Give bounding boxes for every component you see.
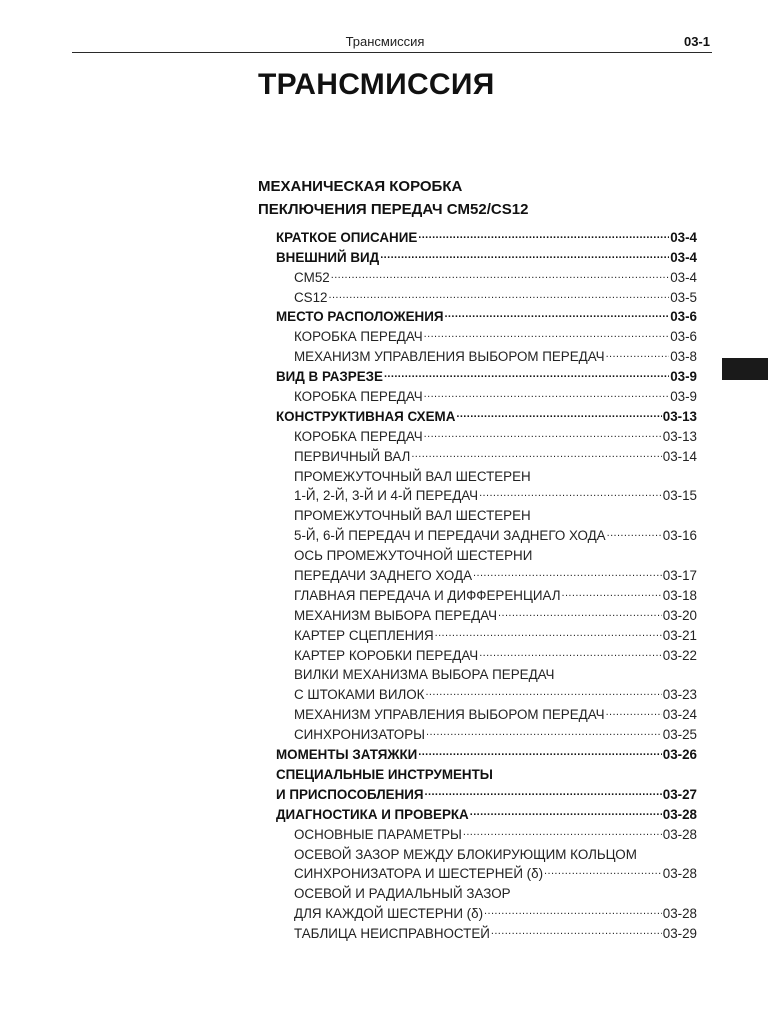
section-title	[258, 175, 528, 221]
toc-leader-dots	[425, 683, 661, 700]
toc-entry	[276, 584, 697, 604]
toc-leader-dots	[331, 266, 669, 283]
toc-entry-page: 03-25	[662, 727, 697, 743]
toc-entry-page: 03-27	[662, 786, 697, 802]
toc-entry-page: 03-28	[662, 866, 697, 882]
toc-entry-title: ТАБЛИЦА НЕИСПРАВНОСТЕЙ	[294, 926, 490, 942]
toc-entry	[276, 564, 697, 584]
toc-entry-title: ОСЕВОЙ И РАДИАЛЬНЫЙ ЗАЗОР	[294, 886, 511, 902]
toc-entry-page: 03-14	[662, 448, 697, 464]
toc-entry	[276, 325, 697, 345]
page-number: 03-1	[683, 34, 710, 49]
toc-entry-title: ГЛАВНАЯ ПЕРЕДАЧА И ДИФФЕРЕНЦИАЛ	[294, 587, 561, 603]
toc-entry	[276, 624, 697, 644]
toc-entry-page: 03-16	[662, 528, 697, 544]
toc-entry	[276, 683, 697, 703]
toc-entry	[276, 803, 697, 823]
toc-entry-title: И ПРИСПОСОБЛЕНИЯ	[276, 786, 424, 802]
toc-entry	[276, 465, 697, 485]
toc-entry-title: CM52	[294, 269, 330, 285]
toc-leader-dots	[435, 624, 662, 641]
toc-entry-title: КАРТЕР КОРОБКИ ПЕРЕДАЧ	[294, 647, 479, 663]
toc-entry	[276, 783, 697, 803]
toc-leader-dots	[411, 445, 661, 462]
toc-entry	[276, 286, 697, 306]
toc-entry-title: ОСЕВОЙ ЗАЗОР МЕЖДУ БЛОКИРУЮЩИМ КОЛЬЦОМ	[294, 846, 637, 862]
toc-entry-title: 1-Й, 2-Й, 3-Й И 4-Й ПЕРЕДАЧ	[294, 488, 479, 504]
toc-entry-page: 03-24	[662, 707, 697, 723]
table-of-contents	[276, 226, 697, 942]
toc-entry-title: СИНХРОНИЗАТОРЫ	[294, 727, 425, 743]
toc-entry-title: 5-Й, 6-Й ПЕРЕДАЧ И ПЕРЕДАЧИ ЗАДНЕГО ХОДА	[294, 528, 606, 544]
toc-entry	[276, 246, 697, 266]
toc-leader-dots	[424, 385, 670, 402]
toc-entry-title: МЕХАНИЗМ УПРАВЛЕНИЯ ВЫБОРОМ ПЕРЕДАЧ	[294, 349, 605, 365]
toc-leader-dots	[607, 524, 662, 541]
toc-entry-title: ВНЕШНИЙ ВИД	[276, 249, 380, 265]
toc-entry	[276, 863, 697, 883]
toc-entry-title: СИНХРОНИЗАТОРА И ШЕСТЕРНЕЙ (δ)	[294, 866, 544, 882]
toc-leader-dots	[473, 564, 662, 581]
toc-leader-dots	[498, 604, 662, 621]
toc-entry-title: КОНСТРУКТИВНАЯ СХЕМА	[276, 408, 456, 424]
toc-leader-dots	[424, 325, 670, 342]
toc-leader-dots	[491, 922, 662, 939]
toc-entry	[276, 644, 697, 664]
toc-entry-page: 03-6	[670, 309, 697, 325]
toc-leader-dots	[463, 823, 662, 840]
toc-entry-title: ДЛЯ КАЖДОЙ ШЕСТЕРНИ (δ)	[294, 906, 484, 922]
chapter-thumb-tab	[722, 358, 768, 380]
toc-entry	[276, 882, 697, 902]
chapter-title: ТРАНСМИССИЯ	[258, 68, 495, 101]
toc-leader-dots	[456, 405, 661, 422]
toc-leader-dots	[606, 703, 662, 720]
toc-leader-dots	[426, 723, 662, 740]
toc-entry-page: 03-13	[662, 408, 697, 424]
toc-entry-page: 03-9	[670, 389, 697, 405]
toc-entry-page: 03-4	[670, 269, 697, 285]
toc-entry-page: 03-29	[662, 926, 697, 942]
toc-entry	[276, 723, 697, 743]
section-title-line-1: МЕХАНИЧЕСКАЯ КОРОБКА	[258, 178, 463, 195]
toc-entry-title: CS12	[294, 289, 328, 305]
toc-entry	[276, 843, 697, 863]
toc-entry	[276, 823, 697, 843]
header-rule	[72, 52, 712, 53]
toc-entry-title: ДИАГНОСТИКА И ПРОВЕРКА	[276, 806, 469, 822]
toc-entry-page: 03-4	[670, 249, 697, 265]
toc-entry	[276, 922, 697, 942]
section-title-line-2: ПЕКЛЮЧЕНИЯ ПЕРЕДАЧ CM52/CS12	[258, 201, 529, 218]
toc-entry	[276, 504, 697, 524]
toc-entry-page: 03-6	[670, 329, 697, 345]
toc-entry	[276, 664, 697, 684]
toc-entry	[276, 385, 697, 405]
toc-entry-title: МЕХАНИЗМ УПРАВЛЕНИЯ ВЫБОРОМ ПЕРЕДАЧ	[294, 707, 605, 723]
toc-entry-page: 03-20	[662, 607, 697, 623]
toc-entry	[276, 425, 697, 445]
toc-entry-title: ПЕРВИЧНЫЙ ВАЛ	[294, 448, 411, 464]
toc-entry	[276, 365, 697, 385]
toc-entry-page: 03-28	[662, 906, 697, 922]
toc-entry-title: ОСНОВНЫЕ ПАРАМЕТРЫ	[294, 826, 462, 842]
toc-entry-page: 03-17	[662, 568, 697, 584]
toc-entry	[276, 703, 697, 723]
toc-leader-dots	[418, 743, 661, 760]
toc-leader-dots	[425, 783, 662, 800]
toc-entry	[276, 524, 697, 544]
toc-leader-dots	[479, 644, 662, 661]
toc-entry-page: 03-13	[662, 428, 697, 444]
toc-leader-dots	[484, 902, 662, 919]
toc-leader-dots	[606, 345, 670, 362]
toc-entry-title: КОРОБКА ПЕРЕДАЧ	[294, 428, 423, 444]
toc-entry-page: 03-4	[670, 229, 697, 245]
toc-entry-title: МЕСТО РАСПОЛОЖЕНИЯ	[276, 309, 444, 325]
toc-entry-page: 03-28	[662, 806, 697, 822]
toc-leader-dots	[380, 246, 669, 263]
toc-entry	[276, 306, 697, 326]
toc-leader-dots	[470, 803, 662, 820]
toc-entry-title: ОСЬ ПРОМЕЖУТОЧНОЙ ШЕСТЕРНИ	[294, 548, 533, 564]
toc-entry-page: 03-26	[662, 747, 697, 763]
toc-entry-title: ПРОМЕЖУТОЧНЫЙ ВАЛ ШЕСТЕРЕН	[294, 468, 531, 484]
running-header-title: Трансмиссия	[345, 34, 425, 49]
toc-entry-title: ВИД В РАЗРЕЗЕ	[276, 369, 383, 385]
toc-entry-title: ПРОМЕЖУТОЧНЫЙ ВАЛ ШЕСТЕРЕН	[294, 508, 531, 524]
toc-leader-dots	[544, 862, 662, 879]
toc-leader-dots	[384, 365, 669, 382]
toc-entry	[276, 485, 697, 505]
toc-entry	[276, 544, 697, 564]
toc-entry-title: КРАТКОЕ ОПИСАНИЕ	[276, 229, 418, 245]
toc-entry	[276, 226, 697, 246]
toc-entry-page: 03-18	[662, 587, 697, 603]
toc-entry	[276, 743, 697, 763]
toc-entry-title: ВИЛКИ МЕХАНИЗМА ВЫБОРА ПЕРЕДАЧ	[294, 667, 555, 683]
toc-leader-dots	[418, 226, 669, 243]
toc-entry	[276, 902, 697, 922]
toc-entry-title: С ШТОКАМИ ВИЛОК	[294, 687, 425, 703]
toc-entry-page: 03-22	[662, 647, 697, 663]
toc-entry-title: МОМЕНТЫ ЗАТЯЖКИ	[276, 747, 418, 763]
toc-entry-page: 03-23	[662, 687, 697, 703]
toc-entry-title: СПЕЦИАЛЬНЫЕ ИНСТРУМЕНТЫ	[276, 766, 493, 782]
toc-entry-page: 03-21	[662, 627, 697, 643]
toc-leader-dots	[329, 286, 670, 303]
toc-leader-dots	[444, 305, 669, 322]
toc-leader-dots	[424, 425, 662, 442]
toc-entry	[276, 405, 697, 425]
toc-entry	[276, 445, 697, 465]
toc-entry	[276, 604, 697, 624]
toc-leader-dots	[479, 484, 662, 501]
toc-entry	[276, 345, 697, 365]
toc-entry-page: 03-28	[662, 826, 697, 842]
toc-entry-page: 03-8	[670, 349, 697, 365]
toc-entry-page: 03-5	[670, 289, 697, 305]
toc-entry-title: ПЕРЕДАЧИ ЗАДНЕГО ХОДА	[294, 568, 473, 584]
toc-entry-title: МЕХАНИЗМ ВЫБОРА ПЕРЕДАЧ	[294, 607, 498, 623]
toc-entry-page: 03-15	[662, 488, 697, 504]
toc-entry-title: КАРТЕР СЦЕПЛЕНИЯ	[294, 627, 434, 643]
toc-entry-title: КОРОБКА ПЕРЕДАЧ	[294, 329, 423, 345]
toc-entry	[276, 266, 697, 286]
toc-leader-dots	[562, 584, 662, 601]
toc-entry-page: 03-9	[670, 369, 697, 385]
toc-entry-title: КОРОБКА ПЕРЕДАЧ	[294, 389, 423, 405]
toc-entry	[276, 763, 697, 783]
